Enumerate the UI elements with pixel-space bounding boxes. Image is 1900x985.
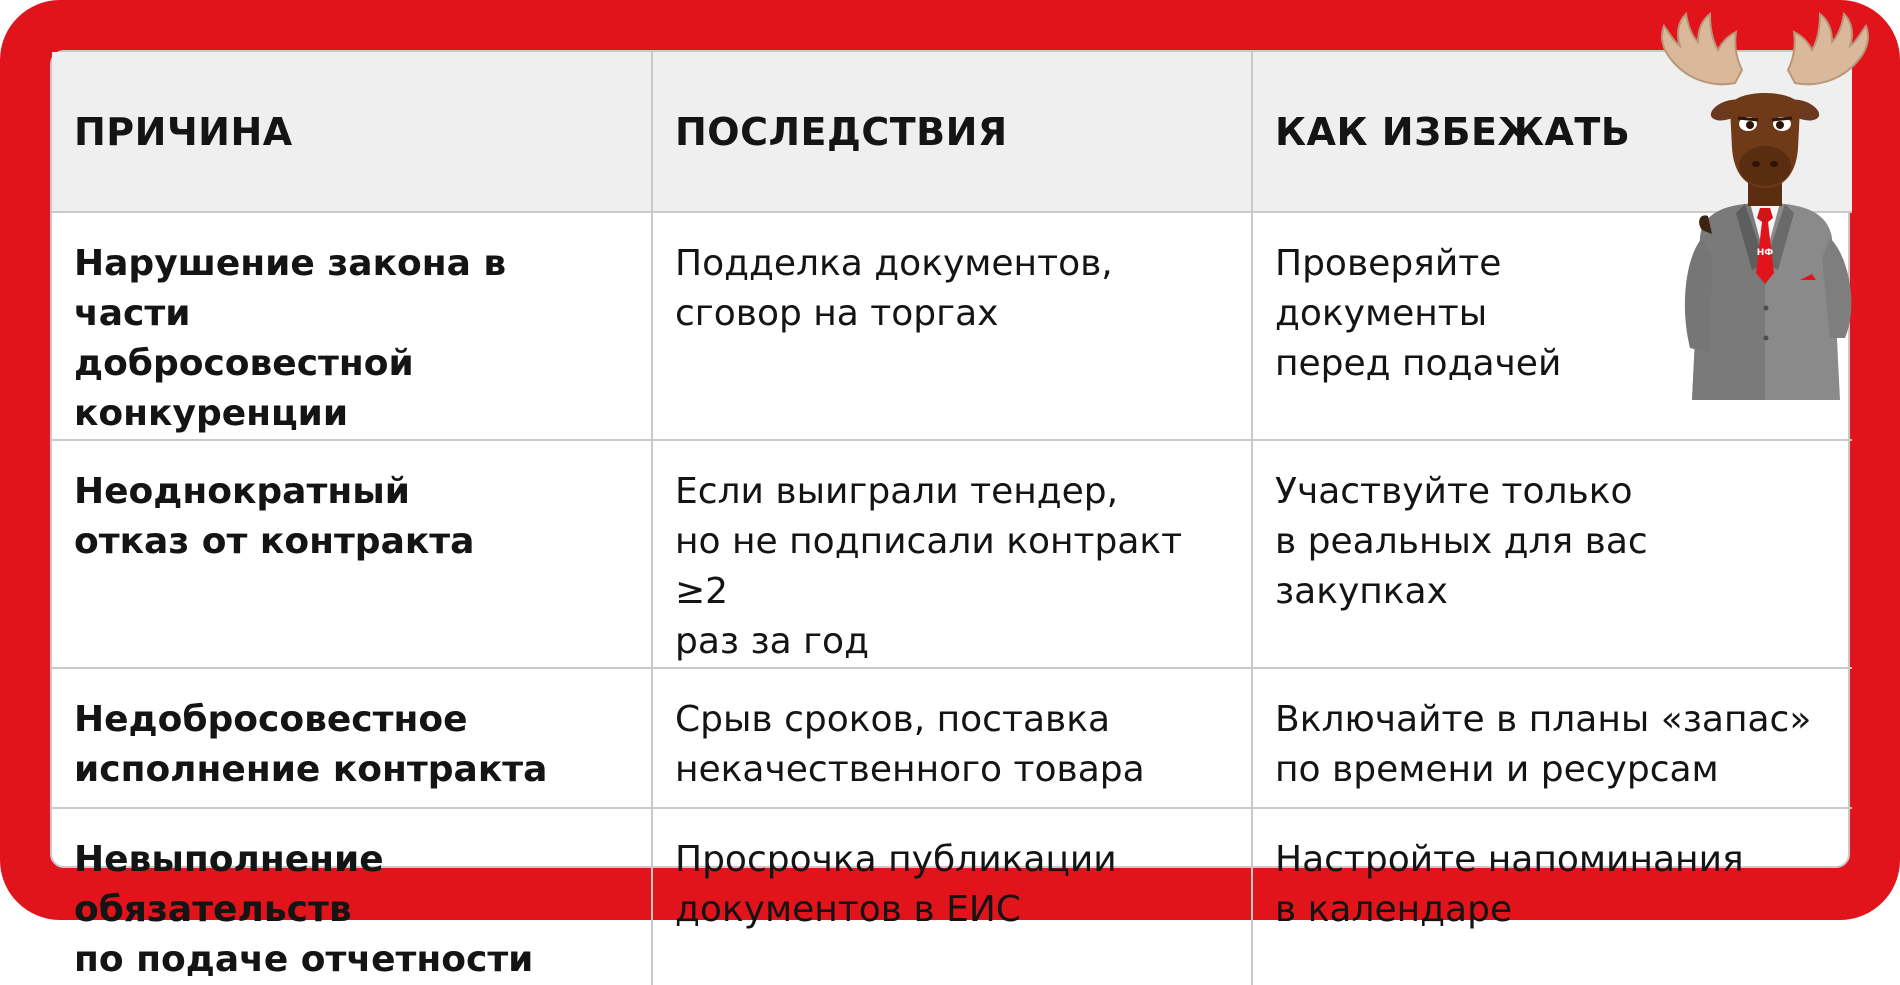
cause-text: Нарушение закона в части добросовестной конкуренции	[74, 243, 507, 434]
tie-badge: НФ	[1756, 248, 1774, 258]
consequence-text: Просрочка публикации документов в ЕИС	[675, 839, 1117, 930]
prevention-cell	[1252, 440, 1852, 668]
consequence-cell	[652, 440, 1252, 668]
consequence-text: Срыв сроков, поставка некачественного товара	[675, 699, 1145, 790]
consequence-text: Подделка документов, сговор на торгах	[675, 243, 1113, 334]
consequence-cell	[652, 808, 1252, 985]
cause-cell	[52, 212, 652, 440]
antlers-icon	[1662, 14, 1868, 84]
moose-mascot-icon	[1640, 8, 1890, 400]
header-consequence: ПОСЛЕДСТВИЯ	[652, 52, 1252, 212]
prevention-text: Проверяйте документы перед подачей	[1275, 243, 1562, 384]
prevention-text: Участвуйте только в реальных для вас закупках	[1275, 471, 1648, 612]
cause-text: Неоднократный отказ от контракта	[74, 471, 475, 562]
cause-text: Невыполнение обязательств по подаче отчетности	[74, 839, 534, 980]
table-header-row	[52, 52, 1852, 212]
cause-cell	[52, 808, 652, 985]
consequence-text: Если выиграли тендер, но не подписали контракт ≥2 раз за год	[675, 471, 1183, 662]
table-row	[52, 808, 1852, 985]
prevention-text: Настройте напоминания в календаре	[1275, 839, 1744, 930]
reasons-table	[52, 52, 1852, 985]
reasons-table-card	[50, 50, 1850, 980]
prevention-cell	[1252, 668, 1852, 808]
table-row	[52, 440, 1852, 668]
prevention-cell	[1252, 808, 1852, 985]
cause-cell	[52, 668, 652, 808]
consequence-cell	[652, 212, 1252, 440]
table-row	[52, 212, 1852, 440]
cause-text: Недобросовестное исполнение контракта	[74, 699, 548, 790]
header-prevention: КАК ИЗБЕЖАТЬ	[1252, 52, 1852, 212]
consequence-cell	[652, 668, 1252, 808]
header-cause: ПРИЧИНА	[52, 52, 652, 212]
table-row	[52, 668, 1852, 808]
prevention-text: Включайте в планы «запас» по времени и ресурсам	[1275, 699, 1812, 790]
cause-cell	[52, 440, 652, 668]
